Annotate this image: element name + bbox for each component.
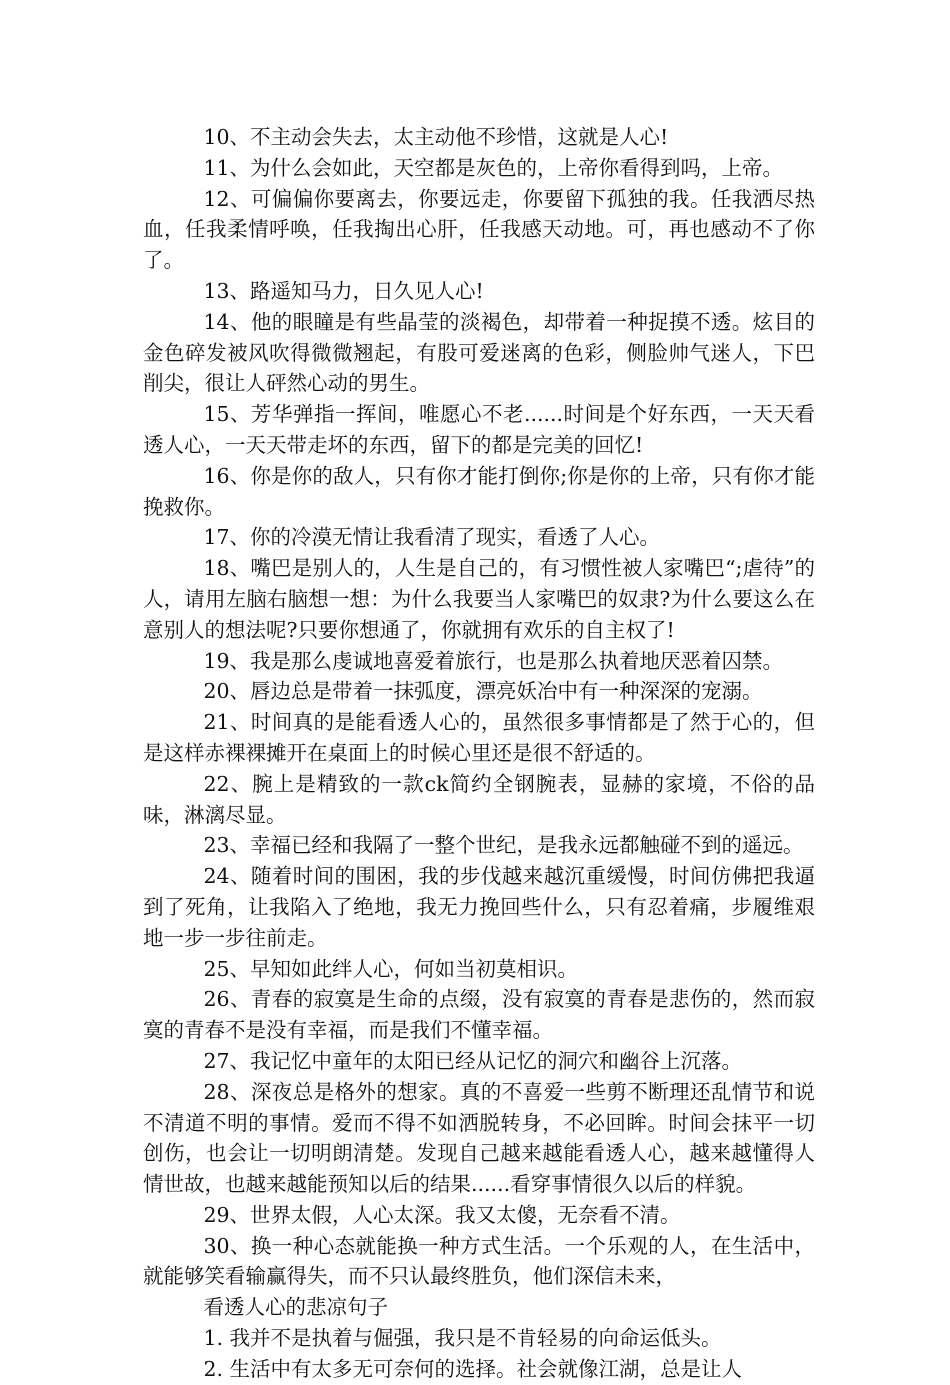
paragraph-27: 27、我记忆中童年的太阳已经从记忆的洞穴和幽谷上沉落。 — [203, 1048, 743, 1073]
paragraph-26: 26、青春的寂寞是生命的点缀，没有寂寞的青春是悲伤的，然而寂寞的青春不是没有幸福，而是我们不懂幸福。 — [143, 987, 815, 1043]
paragraph-15: 15、芳华弹指一挥间，唯愿心不老......时间是个好东西，一天天看透人心，一天天带走坏的东西，留下的都是完美的回忆! — [143, 402, 815, 457]
paragraph-19: 19、我是那么虔诚地喜爱着旅行，也是那么执着地厌恶着囚禁。 — [203, 648, 784, 673]
paragraph-10: 10、不主动会失去，太主动他不珍惜，这就是人心! — [203, 125, 669, 149]
paragraph-11: 11、为什么会如此，天空都是灰色的，上帝你看得到吗，上帝。 — [203, 155, 784, 180]
paragraph-12: 12、可偏偏你要离去，你要远走，你要留下孤独的我。任我洒尽热血，任我柔情呼唤，任我掏出心肝，任我感天动地。可，再也感动不了你了。 — [143, 186, 815, 273]
section-heading: 看透人心的悲凉句子 — [203, 1295, 388, 1320]
paragraph-16: 16、你是你的敌人，只有你才能打倒你;你是你的上帝，只有你才能挽救你。 — [143, 463, 815, 519]
paragraph-28: 28、深夜总是格外的想家。真的不喜爱一些剪不断理还乱情节和说不清道不明的事情。爱而不得不如洒脱转身，不必回眸。时间会抹平一切创伤，也会让一切明朗清楚。发现自己越来越能看透人心，越来越懂得人情世故，也越来越能预知以后的结果......看穿事情很久以后的样貌。 — [143, 1079, 815, 1197]
list-item-2: 2. 生活中有太多无可奈何的选择。社会就像江湖，总是让人 — [203, 1356, 743, 1381]
paragraph-18: 18、嘴巴是别人的，人生是自己的，有习惯性被人家嘴巴“;虐待”的人，请用左脑右脑想一想：为什么我要当人家嘴巴的奴隶?为什么要这么在意别人的想法呢?只要你想通了，你就拥有欢乐的自主权了! — [143, 556, 815, 642]
paragraph-20: 20、唇边总是带着一抹弧度，漂亮妖冶中有一种深深的宠溺。 — [203, 679, 763, 704]
paragraph-13: 13、路遥知马力，日久见人心! — [203, 278, 484, 303]
paragraph-25: 25、早知如此绊人心，何如当初莫相识。 — [203, 956, 579, 981]
list-item-1: 1. 我并不是执着与倔强，我只是不肯轻易的向命运低头。 — [203, 1326, 722, 1351]
paragraph-22: 22、腕上是精致的一款ck简约全钢腕表，显赫的家境，不俗的品味，淋漓尽显。 — [143, 771, 815, 827]
paragraph-23: 23、幸福已经和我隔了一整个世纪，是我永远都触碰不到的遥远。 — [203, 833, 804, 858]
paragraph-21: 21、时间真的是能看透人心的，虽然很多事情都是了然于心的，但是这样赤裸裸摊开在桌面上的时候心里还是很不舒适的。 — [143, 710, 815, 765]
document-body — [143, 122, 815, 1385]
paragraph-24: 24、随着时间的围困，我的步伐越来越沉重缓慢，时间仿佛把我逼到了死角，让我陷入了绝地，我无力挽回些什么，只有忍着痛，步履维艰地一步一步往前走。 — [143, 864, 815, 950]
paragraph-17: 17、你的冷漠无情让我看清了现实，看透了人心。 — [203, 525, 661, 550]
paragraph-14: 14、他的眼瞳是有些晶莹的淡褐色，却带着一种捉摸不透。炫目的金色碎发被风吹得微微翘起，有股可爱迷离的色彩，侧脸帅气迷人，下巴削尖，很让人砰然心动的男生。 — [143, 309, 815, 396]
paragraph-29: 29、世界太假，人心太深。我又太傻，无奈看不清。 — [203, 1202, 681, 1227]
paragraph-30: 30、换一种心态就能换一种方式生活。一个乐观的人，在生活中，就能够笑看输赢得失，而不只认最终胜负，他们深信未来， — [143, 1233, 815, 1289]
